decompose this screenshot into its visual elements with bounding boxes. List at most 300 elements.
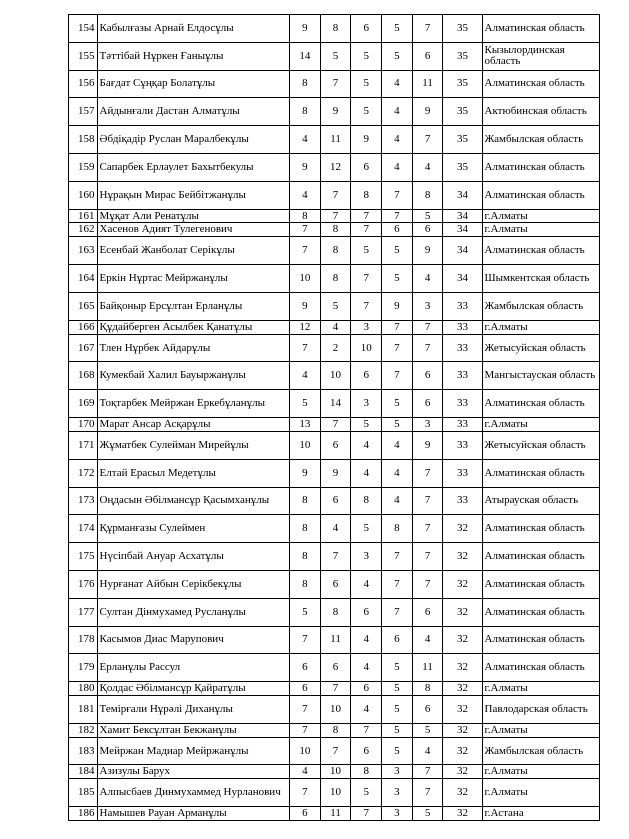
task-score-cell: 5 xyxy=(290,598,321,626)
task-score-cell: 10 xyxy=(290,431,321,459)
participant-name-cell: Хамит Бексұлтан Бекжанұлы xyxy=(97,723,290,737)
row-number-cell: 183 xyxy=(69,737,98,765)
task-score-cell: 7 xyxy=(351,223,382,237)
total-score-cell: 35 xyxy=(443,153,482,181)
participant-name-cell: Құдайберген Асылбек Қанатұлы xyxy=(97,320,290,334)
participant-name-cell: Мұқат Али Ренатұлы xyxy=(97,209,290,223)
task-score-cell: 6 xyxy=(412,223,443,237)
task-score-cell: 11 xyxy=(412,654,443,682)
participant-name-cell: Темірғали Нұрәлі Диханұлы xyxy=(97,695,290,723)
participant-name-cell: Бағдат Сұңқар Болатұлы xyxy=(97,70,290,98)
row-number-cell: 171 xyxy=(69,431,98,459)
participant-name-cell: Нұрақын Мирас Бейбітжанұлы xyxy=(97,181,290,209)
task-score-cell: 10 xyxy=(351,334,382,362)
participant-name-cell: Еркін Нұртас Мейржанұлы xyxy=(97,265,290,293)
task-score-cell: 12 xyxy=(290,320,321,334)
task-score-cell: 12 xyxy=(320,153,351,181)
task-score-cell: 7 xyxy=(382,181,413,209)
participant-name-cell: Ерланұлы Рассул xyxy=(97,654,290,682)
task-score-cell: 4 xyxy=(351,431,382,459)
total-score-cell: 32 xyxy=(443,695,482,723)
task-score-cell: 13 xyxy=(290,418,321,432)
task-score-cell: 6 xyxy=(320,431,351,459)
table-row xyxy=(69,543,600,571)
region-cell: Алматинская область xyxy=(482,70,599,98)
participant-name-cell: Султан Дінмухамед Русланұлы xyxy=(97,598,290,626)
total-score-cell: 34 xyxy=(443,265,482,293)
task-score-cell: 6 xyxy=(412,42,443,70)
task-score-cell: 8 xyxy=(320,265,351,293)
region-cell: Жамбылская область xyxy=(482,292,599,320)
participant-name-cell: Оңдасын Әбілмансұр Қасымханұлы xyxy=(97,487,290,515)
row-number-cell: 166 xyxy=(69,320,98,334)
task-score-cell: 9 xyxy=(412,431,443,459)
row-number-cell: 185 xyxy=(69,779,98,807)
task-score-cell: 4 xyxy=(412,153,443,181)
task-score-cell: 6 xyxy=(290,654,321,682)
total-score-cell: 32 xyxy=(443,598,482,626)
table-row xyxy=(69,515,600,543)
table-row xyxy=(69,292,600,320)
region-cell: г.Астана xyxy=(482,807,599,821)
task-score-cell: 5 xyxy=(382,737,413,765)
participant-name-cell: Тәттібай Нұркен Ғаныұлы xyxy=(97,42,290,70)
task-score-cell: 9 xyxy=(290,459,321,487)
task-score-cell: 8 xyxy=(290,98,321,126)
participant-name-cell: Намышев Рауан Арманұлы xyxy=(97,807,290,821)
task-score-cell: 3 xyxy=(382,779,413,807)
task-score-cell: 5 xyxy=(351,42,382,70)
task-score-cell: 3 xyxy=(351,543,382,571)
task-score-cell: 9 xyxy=(320,459,351,487)
task-score-cell: 6 xyxy=(351,15,382,43)
table-row xyxy=(69,362,600,390)
task-score-cell: 4 xyxy=(351,626,382,654)
task-score-cell: 4 xyxy=(382,487,413,515)
task-score-cell: 7 xyxy=(382,570,413,598)
participant-name-cell: Мейржан Мадиар Мейржанұлы xyxy=(97,737,290,765)
table-row xyxy=(69,626,600,654)
participant-name-cell: Кумекбай Халил Бауыржанұлы xyxy=(97,362,290,390)
task-score-cell: 3 xyxy=(351,320,382,334)
task-score-cell: 7 xyxy=(412,334,443,362)
task-score-cell: 4 xyxy=(382,126,413,154)
region-cell: Алматинская область xyxy=(482,459,599,487)
task-score-cell: 8 xyxy=(320,598,351,626)
task-score-cell: 9 xyxy=(320,98,351,126)
task-score-cell: 8 xyxy=(351,487,382,515)
table-row xyxy=(69,418,600,432)
region-cell: Алматинская область xyxy=(482,570,599,598)
task-score-cell: 7 xyxy=(382,598,413,626)
task-score-cell: 6 xyxy=(351,153,382,181)
participant-name-cell: Тоқтарбек Мейржан Еркебұланұлы xyxy=(97,390,290,418)
task-score-cell: 3 xyxy=(351,390,382,418)
task-score-cell: 8 xyxy=(290,487,321,515)
task-score-cell: 8 xyxy=(412,682,443,696)
task-score-cell: 7 xyxy=(320,70,351,98)
task-score-cell: 8 xyxy=(382,515,413,543)
task-score-cell: 5 xyxy=(290,390,321,418)
task-score-cell: 9 xyxy=(290,292,321,320)
task-score-cell: 5 xyxy=(382,682,413,696)
region-cell: г.Алматы xyxy=(482,223,599,237)
task-score-cell: 3 xyxy=(382,807,413,821)
region-cell: Алматинская область xyxy=(482,237,599,265)
task-score-cell: 7 xyxy=(290,223,321,237)
table-row xyxy=(69,209,600,223)
participant-name-cell: Азизулы Барух xyxy=(97,765,290,779)
row-number-cell: 164 xyxy=(69,265,98,293)
region-cell: г.Алматы xyxy=(482,209,599,223)
total-score-cell: 32 xyxy=(443,626,482,654)
table-row xyxy=(69,98,600,126)
task-score-cell: 7 xyxy=(412,779,443,807)
task-score-cell: 4 xyxy=(290,181,321,209)
task-score-cell: 7 xyxy=(320,418,351,432)
region-cell: г.Алматы xyxy=(482,779,599,807)
task-score-cell: 7 xyxy=(320,737,351,765)
task-score-cell: 9 xyxy=(290,15,321,43)
task-score-cell: 8 xyxy=(351,765,382,779)
total-score-cell: 33 xyxy=(443,334,482,362)
row-number-cell: 170 xyxy=(69,418,98,432)
task-score-cell: 9 xyxy=(290,153,321,181)
task-score-cell: 5 xyxy=(382,42,413,70)
task-score-cell: 7 xyxy=(290,334,321,362)
table-row xyxy=(69,223,600,237)
task-score-cell: 6 xyxy=(351,682,382,696)
task-score-cell: 7 xyxy=(412,126,443,154)
task-score-cell: 8 xyxy=(320,237,351,265)
task-score-cell: 10 xyxy=(320,362,351,390)
total-score-cell: 35 xyxy=(443,15,482,43)
total-score-cell: 32 xyxy=(443,779,482,807)
task-score-cell: 7 xyxy=(412,459,443,487)
participant-name-cell: Айдынғали Дастан Алматұлы xyxy=(97,98,290,126)
row-number-cell: 179 xyxy=(69,654,98,682)
participant-name-cell: Тлен Нұрбек Айдарұлы xyxy=(97,334,290,362)
table-row xyxy=(69,695,600,723)
table-row xyxy=(69,682,600,696)
total-score-cell: 34 xyxy=(443,237,482,265)
region-cell: Мангыстауская область xyxy=(482,362,599,390)
task-score-cell: 7 xyxy=(412,765,443,779)
total-score-cell: 33 xyxy=(443,292,482,320)
region-cell: Актюбинская область xyxy=(482,98,599,126)
task-score-cell: 6 xyxy=(412,362,443,390)
task-score-cell: 8 xyxy=(290,543,321,571)
task-score-cell: 3 xyxy=(412,418,443,432)
table-row xyxy=(69,153,600,181)
total-score-cell: 32 xyxy=(443,570,482,598)
row-number-cell: 157 xyxy=(69,98,98,126)
row-number-cell: 155 xyxy=(69,42,98,70)
total-score-cell: 35 xyxy=(443,70,482,98)
task-score-cell: 6 xyxy=(412,390,443,418)
task-score-cell: 7 xyxy=(320,543,351,571)
row-number-cell: 184 xyxy=(69,765,98,779)
row-number-cell: 168 xyxy=(69,362,98,390)
region-cell: Шымкентская область xyxy=(482,265,599,293)
task-score-cell: 7 xyxy=(382,209,413,223)
table-row xyxy=(69,598,600,626)
task-score-cell: 11 xyxy=(412,70,443,98)
task-score-cell: 10 xyxy=(320,765,351,779)
region-cell: Алматинская область xyxy=(482,598,599,626)
task-score-cell: 7 xyxy=(412,543,443,571)
participant-name-cell: Нүсіпбай Ануар Асхатұлы xyxy=(97,543,290,571)
region-cell: Алматинская область xyxy=(482,515,599,543)
table-row xyxy=(69,70,600,98)
task-score-cell: 3 xyxy=(412,292,443,320)
participant-name-cell: Сапарбек Ерлаулет Бахытбекулы xyxy=(97,153,290,181)
total-score-cell: 34 xyxy=(443,181,482,209)
participant-name-cell: Байқоныр Ерсұлтан Ерланұлы xyxy=(97,292,290,320)
row-number-cell: 177 xyxy=(69,598,98,626)
region-cell: Алматинская область xyxy=(482,390,599,418)
task-score-cell: 7 xyxy=(351,807,382,821)
table-row xyxy=(69,570,600,598)
task-score-cell: 8 xyxy=(290,209,321,223)
task-score-cell: 4 xyxy=(351,654,382,682)
table-row xyxy=(69,487,600,515)
participant-name-cell: Кабылғазы Арнай Елдосұлы xyxy=(97,15,290,43)
task-score-cell: 4 xyxy=(382,70,413,98)
task-score-cell: 4 xyxy=(382,98,413,126)
task-score-cell: 7 xyxy=(351,209,382,223)
task-score-cell: 9 xyxy=(412,237,443,265)
region-cell: Алматинская область xyxy=(482,181,599,209)
task-score-cell: 4 xyxy=(351,695,382,723)
total-score-cell: 32 xyxy=(443,765,482,779)
table-row xyxy=(69,334,600,362)
task-score-cell: 10 xyxy=(320,779,351,807)
task-score-cell: 4 xyxy=(290,126,321,154)
task-score-cell: 5 xyxy=(382,265,413,293)
total-score-cell: 35 xyxy=(443,42,482,70)
task-score-cell: 6 xyxy=(351,362,382,390)
total-score-cell: 34 xyxy=(443,223,482,237)
region-cell: г.Алматы xyxy=(482,682,599,696)
row-number-cell: 161 xyxy=(69,209,98,223)
table-row xyxy=(69,390,600,418)
task-score-cell: 6 xyxy=(320,570,351,598)
task-score-cell: 7 xyxy=(290,723,321,737)
participant-name-cell: Касымов Диас Марупович xyxy=(97,626,290,654)
total-score-cell: 33 xyxy=(443,320,482,334)
task-score-cell: 9 xyxy=(351,126,382,154)
participant-name-cell: Әбдіқадір Руслан Маралбекұлы xyxy=(97,126,290,154)
row-number-cell: 186 xyxy=(69,807,98,821)
participant-name-cell: Нурғанат Айбын Серікбекұлы xyxy=(97,570,290,598)
task-score-cell: 6 xyxy=(351,737,382,765)
region-cell: Алматинская область xyxy=(482,543,599,571)
task-score-cell: 6 xyxy=(290,682,321,696)
total-score-cell: 34 xyxy=(443,209,482,223)
total-score-cell: 32 xyxy=(443,807,482,821)
total-score-cell: 33 xyxy=(443,418,482,432)
task-score-cell: 5 xyxy=(320,292,351,320)
task-score-cell: 5 xyxy=(382,654,413,682)
row-number-cell: 182 xyxy=(69,723,98,737)
table-row xyxy=(69,320,600,334)
row-number-cell: 180 xyxy=(69,682,98,696)
task-score-cell: 6 xyxy=(412,695,443,723)
task-score-cell: 8 xyxy=(290,570,321,598)
task-score-cell: 4 xyxy=(382,431,413,459)
total-score-cell: 33 xyxy=(443,487,482,515)
row-number-cell: 159 xyxy=(69,153,98,181)
total-score-cell: 32 xyxy=(443,737,482,765)
task-score-cell: 4 xyxy=(320,515,351,543)
row-number-cell: 154 xyxy=(69,15,98,43)
task-score-cell: 5 xyxy=(351,779,382,807)
row-number-cell: 156 xyxy=(69,70,98,98)
task-score-cell: 6 xyxy=(320,487,351,515)
participant-name-cell: Есенбай Жанболат Серікұлы xyxy=(97,237,290,265)
task-score-cell: 4 xyxy=(290,362,321,390)
task-score-cell: 5 xyxy=(351,70,382,98)
region-cell: г.Алматы xyxy=(482,418,599,432)
task-score-cell: 5 xyxy=(412,807,443,821)
region-cell: Жамбылская область xyxy=(482,737,599,765)
task-score-cell: 6 xyxy=(382,223,413,237)
participant-name-cell: Хасенов Адият Тулегенович xyxy=(97,223,290,237)
table-row xyxy=(69,126,600,154)
table-row xyxy=(69,265,600,293)
table-row xyxy=(69,723,600,737)
total-score-cell: 32 xyxy=(443,723,482,737)
task-score-cell: 11 xyxy=(320,807,351,821)
total-score-cell: 32 xyxy=(443,654,482,682)
task-score-cell: 7 xyxy=(382,320,413,334)
region-cell: Алматинская область xyxy=(482,626,599,654)
total-score-cell: 33 xyxy=(443,459,482,487)
task-score-cell: 7 xyxy=(290,779,321,807)
region-cell: Кызылординская область xyxy=(482,42,599,70)
task-score-cell: 7 xyxy=(351,265,382,293)
task-score-cell: 14 xyxy=(320,390,351,418)
row-number-cell: 162 xyxy=(69,223,98,237)
row-number-cell: 173 xyxy=(69,487,98,515)
task-score-cell: 7 xyxy=(320,209,351,223)
task-score-cell: 5 xyxy=(412,723,443,737)
region-cell: г.Алматы xyxy=(482,765,599,779)
task-score-cell: 4 xyxy=(320,320,351,334)
total-score-cell: 32 xyxy=(443,543,482,571)
participant-name-cell: Елтай Ерасыл Медетұлы xyxy=(97,459,290,487)
total-score-cell: 33 xyxy=(443,390,482,418)
task-score-cell: 7 xyxy=(382,334,413,362)
task-score-cell: 6 xyxy=(382,626,413,654)
task-score-cell: 7 xyxy=(351,723,382,737)
task-score-cell: 7 xyxy=(382,543,413,571)
region-cell: г.Алматы xyxy=(482,320,599,334)
row-number-cell: 158 xyxy=(69,126,98,154)
total-score-cell: 35 xyxy=(443,98,482,126)
task-score-cell: 11 xyxy=(320,626,351,654)
table-row xyxy=(69,431,600,459)
task-score-cell: 5 xyxy=(351,98,382,126)
task-score-cell: 7 xyxy=(412,320,443,334)
row-number-cell: 178 xyxy=(69,626,98,654)
table-row xyxy=(69,807,600,821)
task-score-cell: 4 xyxy=(412,265,443,293)
task-score-cell: 2 xyxy=(320,334,351,362)
task-score-cell: 5 xyxy=(382,390,413,418)
task-score-cell: 8 xyxy=(412,181,443,209)
table-row xyxy=(69,737,600,765)
row-number-cell: 176 xyxy=(69,570,98,598)
task-score-cell: 10 xyxy=(320,695,351,723)
task-score-cell: 6 xyxy=(351,598,382,626)
row-number-cell: 167 xyxy=(69,334,98,362)
task-score-cell: 7 xyxy=(320,181,351,209)
participant-name-cell: Жұматбек Сулейман Мирейұлы xyxy=(97,431,290,459)
task-score-cell: 6 xyxy=(320,654,351,682)
region-cell: Жетысуйская область xyxy=(482,334,599,362)
table-row xyxy=(69,181,600,209)
total-score-cell: 32 xyxy=(443,515,482,543)
task-score-cell: 7 xyxy=(412,15,443,43)
task-score-cell: 5 xyxy=(382,695,413,723)
task-score-cell: 4 xyxy=(412,626,443,654)
task-score-cell: 3 xyxy=(382,765,413,779)
table-row xyxy=(69,15,600,43)
task-score-cell: 10 xyxy=(290,265,321,293)
table-row xyxy=(69,42,600,70)
task-score-cell: 5 xyxy=(351,418,382,432)
task-score-cell: 5 xyxy=(351,237,382,265)
table-row xyxy=(69,765,600,779)
total-score-cell: 32 xyxy=(443,682,482,696)
task-score-cell: 4 xyxy=(290,765,321,779)
region-cell: Алматинская область xyxy=(482,15,599,43)
task-score-cell: 9 xyxy=(412,98,443,126)
row-number-cell: 169 xyxy=(69,390,98,418)
total-score-cell: 33 xyxy=(443,431,482,459)
table-row xyxy=(69,779,600,807)
task-score-cell: 4 xyxy=(351,570,382,598)
task-score-cell: 7 xyxy=(412,487,443,515)
task-score-cell: 7 xyxy=(290,237,321,265)
task-score-cell: 4 xyxy=(382,459,413,487)
task-score-cell: 5 xyxy=(382,723,413,737)
total-score-cell: 33 xyxy=(443,362,482,390)
participant-name-cell: Алпысбаев Динмухаммед Нурланович xyxy=(97,779,290,807)
table-row xyxy=(69,237,600,265)
row-number-cell: 165 xyxy=(69,292,98,320)
row-number-cell: 172 xyxy=(69,459,98,487)
row-number-cell: 181 xyxy=(69,695,98,723)
task-score-cell: 8 xyxy=(351,181,382,209)
task-score-cell: 8 xyxy=(320,723,351,737)
task-score-cell: 8 xyxy=(290,70,321,98)
task-score-cell: 8 xyxy=(290,515,321,543)
region-cell: Атырауская область xyxy=(482,487,599,515)
task-score-cell: 6 xyxy=(412,598,443,626)
task-score-cell: 7 xyxy=(412,515,443,543)
row-number-cell: 174 xyxy=(69,515,98,543)
region-cell: г.Алматы xyxy=(482,723,599,737)
region-cell: Жетысуйская область xyxy=(482,431,599,459)
task-score-cell: 4 xyxy=(382,153,413,181)
task-score-cell: 5 xyxy=(382,237,413,265)
participant-name-cell: Марат Ансар Асқарұлы xyxy=(97,418,290,432)
task-score-cell: 5 xyxy=(382,418,413,432)
task-score-cell: 7 xyxy=(412,570,443,598)
